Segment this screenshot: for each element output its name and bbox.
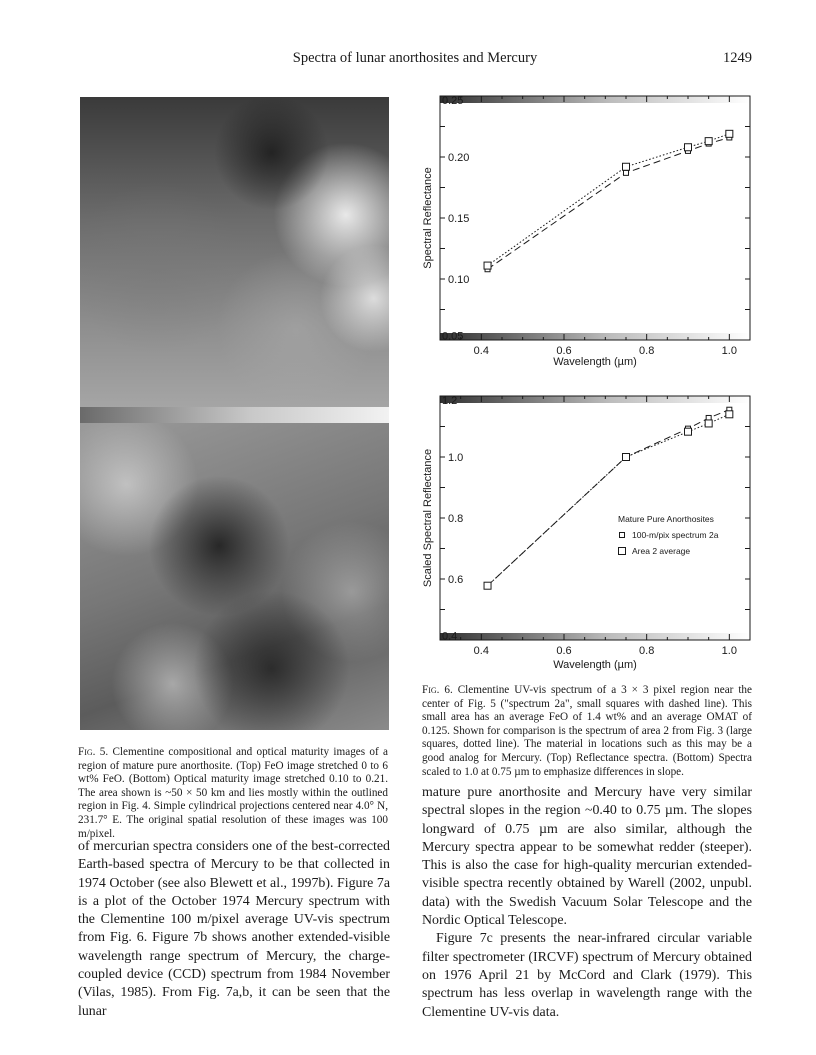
page-number: 1249 (723, 50, 752, 66)
scaled-reflectance-chart-svg (422, 392, 752, 678)
scaled-x-tick-label: 0.6 (556, 645, 572, 657)
scaled-series-2-point (705, 420, 712, 427)
reflectance-x-tick-label: 0.6 (556, 345, 572, 357)
reflectance-y-tick-label: 0.20 (448, 152, 470, 164)
reflectance-series-1-point (624, 170, 629, 175)
scaled-y-tick-label: 1.0 (448, 452, 464, 464)
reflectance-chart (422, 92, 752, 402)
reflectance-top-band (440, 96, 750, 103)
reflectance-series-2-point (705, 138, 712, 145)
scaled-series-2-point (726, 411, 733, 418)
reflectance-x-axis-label: Wavelength (µm) (553, 356, 637, 368)
scaled-y-axis-label: Scaled Spectral Reflectance (422, 448, 434, 588)
body-right-paragraph-2: Figure 7c presents the near-infrared circular variable filter spectrometer (IRCVF) spectrum of Mercury obtained on 1976 April 21 by McCord and Clark (1979). This spectrum has less overlap in wavelength range with the Clementine UV-vis data. (422, 931, 752, 1020)
legend-entry: Area 2 average (632, 546, 691, 556)
reflectance-x-tick-label: 0.8 (639, 345, 655, 357)
scaled-top-band (440, 396, 750, 403)
scaled-x-tick-label: 0.8 (639, 645, 655, 657)
feo-image (80, 97, 389, 407)
scaled-reflectance-chart (422, 392, 752, 678)
body-text-left (78, 838, 390, 1021)
body-right-paragraph-1: mature pure anorthosite and Mercury have very similar spectral slopes in the region ~0.40 to 0.75 µm. The slopes longward of 0.75 µm are also similar, although the Mercury spectra appear to be somewhat redder (steeper). This is also the case for high-quality mercurian extended-visible spectra recently obtained by Warell (2002, unpubl. data) with the Swedish Vacuum Solar Telescope and the Nordic Optical Telescope. (422, 785, 752, 929)
reflectance-x-tick-label: 1.0 (721, 345, 737, 357)
scaled-series-2-line (488, 414, 730, 585)
reflectance-edge-label-top: 0.25 (442, 95, 464, 107)
reflectance-series-2-point (623, 163, 630, 170)
body-text-right (422, 784, 752, 1022)
reflectance-series-2-line (488, 134, 730, 266)
reflectance-series-1-line (488, 138, 730, 270)
fig5-caption-text: Clementine compositional and optical maturity images of a region of mature pure anorthosite. (Top) FeO image stretched 0 to 6 wt% FeO. (Bottom) Optical maturity image stretched 0.10 to 0.21. The area shown is ~50 × 50 km and lies mostly within the outlined region in Fig. 4. Simple cylindrical projections centered near 4.0° N, 231.7° E. The original spatial resolution of these images was 100 m/pixel. (78, 746, 388, 840)
fig6-label: Fig. 6. (422, 684, 453, 696)
reflectance-chart-svg (422, 92, 752, 402)
legend-marker (619, 548, 626, 555)
optical-maturity-image (80, 423, 389, 730)
scaled-x-tick-label: 0.4 (473, 645, 489, 657)
reflectance-bottom-band (440, 333, 750, 340)
legend-marker (620, 533, 625, 538)
fig6-caption-text: Clementine UV-vis spectrum of a 3 × 3 pixel region near the center of Fig. 5 ("spectrum 2a", small squares with dashed line). This small area has an average FeO of 1.4 wt% and an average OMAT of 0.125. Shown for comparison is the spectrum of area 2 from Fig. 3 (large squares, dotted line). The material in locations such as this may be a good analog for Mercury. (Top) Reflectance spectra. (Bottom) Spectra scaled to 1.0 at 0.75 µm to emphasize differences in slope. (422, 684, 752, 778)
image-divider-bar (80, 407, 389, 423)
body-left-paragraph: of mercurian spectra considers one of the best-corrected Earth-based spectra of Mercury to be that collected in 1974 October (see also Blewett et al., 1997b). Figure 7a is a plot of the October 1974 Mercury spectrum with the Clementine 100 m/pixel average UV-vis spectrum from Fig. 6. Figure 7b shows another extended-visible wavelength range spectrum of Mercury, the charge-coupled device (CCD) spectrum from 1984 November (Vilas, 1985). From Fig. 7a,b, it can be seen that the lunar (78, 839, 390, 1019)
scaled-series-2-point (484, 582, 491, 589)
scaled-series-2-point (685, 428, 692, 435)
reflectance-series-2-point (685, 144, 692, 151)
legend-title: Mature Pure Anorthosites (618, 514, 714, 524)
scaled-series-2-point (623, 454, 630, 461)
scaled-x-axis-label: Wavelength (µm) (553, 659, 637, 671)
scaled-bottom-band (440, 633, 750, 640)
scaled-y-tick-label: 0.6 (448, 574, 464, 586)
reflectance-frame (440, 96, 750, 340)
running-header (78, 50, 752, 70)
scaled-edge-label-top: 1.2 (442, 395, 458, 407)
fig5-label: Fig. 5. (78, 746, 109, 758)
reflectance-y-axis-label: Spectral Reflectance (422, 167, 434, 269)
reflectance-series-2-point (484, 262, 491, 269)
legend-entry: 100-m/pix spectrum 2a (632, 530, 719, 540)
scaled-edge-label-bottom: 0.4 (442, 630, 458, 643)
fig6-caption (422, 684, 752, 779)
reflectance-y-tick-label: 0.10 (448, 274, 470, 286)
reflectance-series-2-point (726, 130, 733, 137)
scaled-series-1-line (488, 410, 730, 586)
scaled-x-tick-label: 1.0 (721, 645, 737, 657)
reflectance-x-tick-label: 0.4 (473, 345, 489, 357)
scaled-y-tick-label: 0.8 (448, 513, 464, 525)
reflectance-y-tick-label: 0.15 (448, 213, 470, 225)
reflectance-edge-label-bottom: 0.05 (442, 330, 464, 343)
running-title: Spectra of lunar anorthosites and Mercury (292, 50, 538, 66)
fig5-caption (78, 746, 388, 841)
